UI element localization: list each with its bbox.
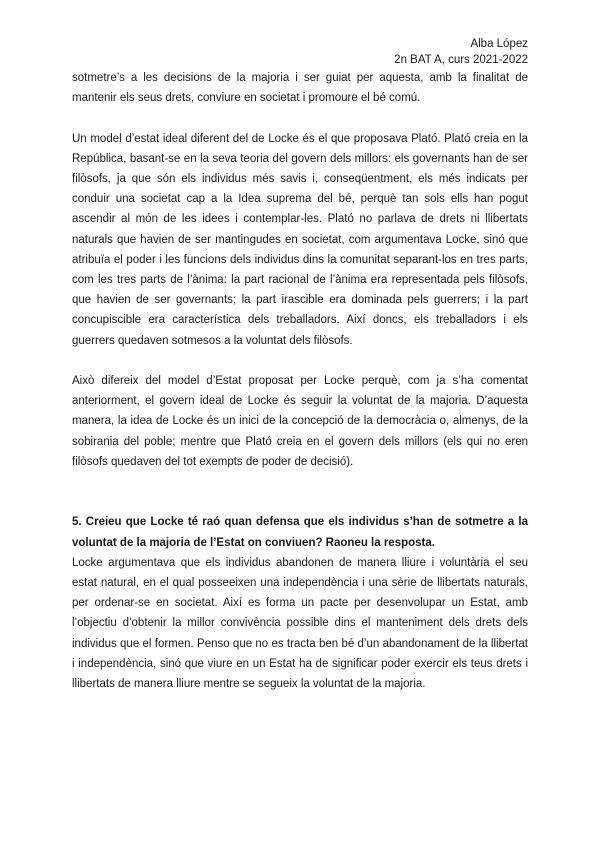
paragraph-continuation: sotmetre’s a les decisions de la majoria i ser guiat per aquesta, amb la finalitat de mantenir els seus drets, conviure en societat i promoure el bé comú. [72,72,528,105]
document-body [72,68,528,694]
question-heading: 5. Creieu que Locke té raó quan defensa que els individus s’han de sotmetre a la voluntat de la majoria de l’Estat on conviuen? Raoneu la resposta. [72,516,528,549]
paragraph-answer: Locke argumentava que els individus abandonen de manera lliure i voluntària el seu estat natural, en el qual posseeixen una independència i una sèrie de llibertats naturals, per ordenar-se en societat. Així es forma un pacte per desenvolupar un Estat, amb l’objectiu d’obtenir la millor convivència possible dins el manteniment dels drets dels individus que el formen. Penso que no es tracta ben bé d’un abandonament de la llibertat i independència, sinó que viure en un Estat ha de significar poder exercir els teus drets i llibertats de manera lliure mentre se segueix la voluntat de la majoria. [72,556,528,691]
page-header [394,36,528,68]
paragraph-comparison: Això difereix del model d’Estat proposat per Locke perquè, com ja s’ha comentat anteriorment, el govern ideal de Locke és seguir la voluntat de la majoria. D’aquesta manera, la idea de Locke és un inici de la concepció de la democràcia o, almenys, de la sobirania del poble; mentre que Plató creia en el govern dels millors (els qui no eren filòsofs quedaven del tot exempts de poder de decisió). [72,375,528,468]
paragraph-plato-model: Un model d’estat ideal diferent del de Locke és el que proposava Plató. Plató creia en la República, basant-se en la seva teoria del govern dels millors: els governants han de ser filòsofs, ja que són els individus més savis i, conseqüentment, els més indicats per conduir una societat cap a la Idea suprema del bé, perquè tan sols ells han pogut ascendir al món de les idees i contemplar-les. Plató no parlava de drets ni llibertats naturals que havien de ser mantingudes en societat, com argumentava Locke, sinó que atribuïa el poder i les funcions dels individus dins la comunitat separant-los en tres parts, com les tres parts de l’ànima: la part racional de l’ànima era representada pels filòsofs, que havien de ser governants; la part irascible era dominada pels guerrers; i la part concupiscible era característica dels treballadors. Així doncs, els treballadors i els guerrers quedaven sotmesos a la voluntat dels filòsofs. [72,132,528,347]
course-info: 2n BAT A, curs 2021-2022 [394,54,528,66]
author-name: Alba López [470,38,528,50]
